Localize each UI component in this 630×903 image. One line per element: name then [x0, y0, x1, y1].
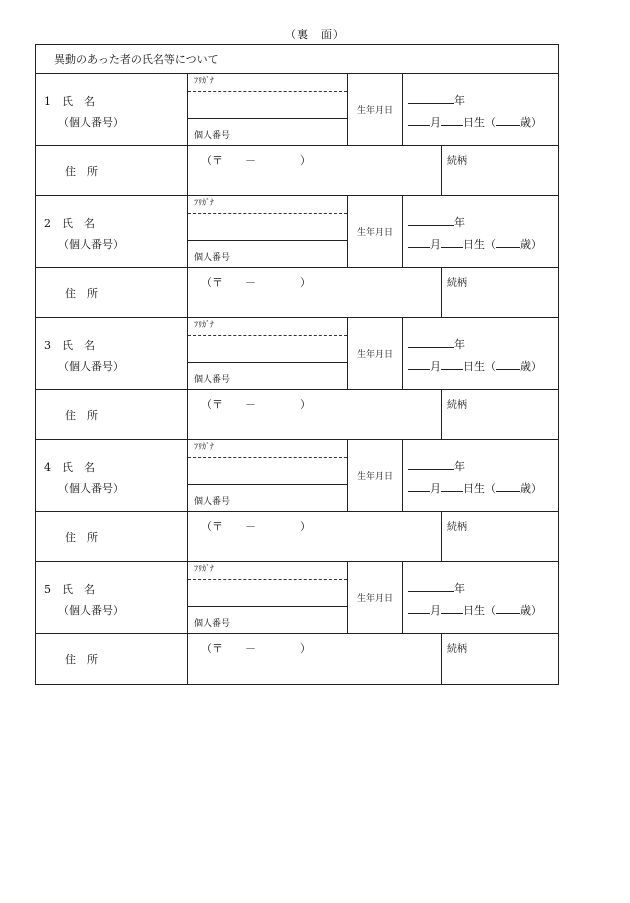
age-blank[interactable] — [496, 480, 520, 492]
person-block — [36, 562, 558, 684]
birth-date-entry-cell[interactable] — [403, 74, 558, 145]
furigana-label: ﾌﾘｶﾞﾅ — [194, 76, 214, 85]
postal-code-label: （〒 － ） — [201, 276, 311, 289]
name-label-cell — [36, 74, 188, 145]
person-block — [36, 196, 558, 318]
name-label: 氏 名 — [62, 95, 95, 108]
age-label: 歳） — [520, 360, 542, 373]
relationship-label: 続柄 — [447, 278, 467, 289]
name-row — [36, 318, 558, 390]
address-entry-cell[interactable] — [188, 268, 442, 317]
change-persons-form — [35, 44, 559, 685]
name-entry-cell[interactable] — [188, 196, 348, 267]
furigana-field[interactable] — [188, 440, 347, 458]
birth-date-label: 生年月日 — [356, 472, 393, 482]
person-number: 5 — [44, 583, 51, 596]
individual-number-paren-label: （個人番号） — [58, 116, 124, 129]
furigana-field[interactable] — [188, 318, 347, 336]
address-row — [36, 390, 558, 440]
month-label: 月 — [430, 238, 441, 251]
day-blank[interactable] — [441, 358, 463, 370]
day-birth-label: 日生（ — [463, 482, 496, 495]
relationship-label: 続柄 — [447, 156, 467, 167]
furigana-label: ﾌﾘｶﾞﾅ — [194, 198, 214, 207]
name-label-cell — [36, 562, 188, 633]
name-row — [36, 196, 558, 268]
form-title: 異動のあった者の氏名等について — [36, 45, 558, 74]
address-entry-cell[interactable] — [188, 634, 442, 684]
name-divider — [188, 240, 347, 241]
month-blank[interactable] — [408, 358, 430, 370]
address-label: 住 所 — [65, 287, 98, 300]
day-birth-label: 日生（ — [463, 604, 496, 617]
relationship-label: 続柄 — [447, 522, 467, 533]
age-blank[interactable] — [496, 236, 520, 248]
birth-date-entry-cell[interactable] — [403, 196, 558, 267]
name-row — [36, 440, 558, 512]
day-blank[interactable] — [441, 114, 463, 126]
age-blank[interactable] — [496, 114, 520, 126]
relationship-cell[interactable] — [442, 634, 558, 684]
relationship-label: 続柄 — [447, 644, 467, 655]
birth-date-entry-cell[interactable] — [403, 440, 558, 511]
name-label: 氏 名 — [62, 339, 95, 352]
day-blank[interactable] — [441, 602, 463, 614]
address-row — [36, 146, 558, 196]
person-block — [36, 440, 558, 562]
furigana-field[interactable] — [188, 562, 347, 580]
name-entry-cell[interactable] — [188, 318, 348, 389]
address-label: 住 所 — [65, 531, 98, 544]
individual-number-label: 個人番号 — [194, 497, 231, 507]
month-label: 月 — [430, 116, 441, 129]
address-label: 住 所 — [65, 409, 98, 422]
birth-date-label: 生年月日 — [356, 106, 393, 116]
day-blank[interactable] — [441, 236, 463, 248]
birth-date-label: 生年月日 — [356, 228, 393, 238]
name-divider — [188, 606, 347, 607]
name-divider — [188, 484, 347, 485]
person-number: 2 — [44, 217, 51, 230]
address-row — [36, 634, 558, 684]
name-divider — [188, 362, 347, 363]
name-label: 氏 名 — [62, 461, 95, 474]
birth-date-label-cell — [348, 440, 403, 511]
name-row — [36, 74, 558, 146]
birth-date-label-cell — [348, 196, 403, 267]
furigana-label: ﾌﾘｶﾞﾅ — [194, 442, 214, 451]
postal-code-label: （〒 － ） — [201, 642, 311, 655]
name-divider — [188, 118, 347, 119]
name-label-cell — [36, 196, 188, 267]
month-label: 月 — [430, 482, 441, 495]
postal-code-label: （〒 － ） — [201, 520, 311, 533]
person-block — [36, 318, 558, 440]
birth-date-entry-cell[interactable] — [403, 318, 558, 389]
page-header: （裏 面） — [285, 28, 345, 41]
address-row — [36, 268, 558, 318]
year-label: 年 — [454, 216, 465, 229]
month-blank[interactable] — [408, 602, 430, 614]
individual-number-label: 個人番号 — [194, 375, 231, 385]
furigana-label: ﾌﾘｶﾞﾅ — [194, 320, 214, 329]
relationship-cell[interactable] — [442, 146, 558, 195]
month-label: 月 — [430, 604, 441, 617]
birth-date-label: 生年月日 — [356, 350, 393, 360]
address-entry-cell[interactable] — [188, 146, 442, 195]
name-row — [36, 562, 558, 634]
year-label: 年 — [454, 582, 465, 595]
name-label: 氏 名 — [62, 583, 95, 596]
individual-number-label: 個人番号 — [194, 619, 231, 629]
individual-number-paren-label: （個人番号） — [58, 482, 124, 495]
month-blank[interactable] — [408, 480, 430, 492]
year-blank[interactable] — [408, 458, 454, 470]
address-label-cell — [36, 268, 188, 317]
birth-date-label-cell — [348, 318, 403, 389]
name-label-cell — [36, 440, 188, 511]
birth-date-label-cell — [348, 562, 403, 633]
name-label-cell — [36, 318, 188, 389]
individual-number-label: 個人番号 — [194, 131, 231, 141]
address-label: 住 所 — [65, 165, 98, 178]
relationship-cell[interactable] — [442, 268, 558, 317]
year-label: 年 — [454, 94, 465, 107]
postal-code-label: （〒 － ） — [201, 398, 311, 411]
day-birth-label: 日生（ — [463, 116, 496, 129]
person-number: 1 — [44, 95, 51, 108]
address-label-cell — [36, 390, 188, 439]
day-blank[interactable] — [441, 480, 463, 492]
furigana-label: ﾌﾘｶﾞﾅ — [194, 564, 214, 573]
birth-date-label: 生年月日 — [356, 594, 393, 604]
person-blocks — [36, 74, 558, 684]
address-entry-cell[interactable] — [188, 390, 442, 439]
age-label: 歳） — [520, 482, 542, 495]
age-label: 歳） — [520, 116, 542, 129]
name-entry-cell[interactable] — [188, 440, 348, 511]
month-label: 月 — [430, 360, 441, 373]
relationship-cell[interactable] — [442, 390, 558, 439]
address-label: 住 所 — [65, 653, 98, 666]
age-blank[interactable] — [496, 602, 520, 614]
month-blank[interactable] — [408, 236, 430, 248]
postal-code-label: （〒 － ） — [201, 154, 311, 167]
birth-date-entry-cell[interactable] — [403, 562, 558, 633]
relationship-cell[interactable] — [442, 512, 558, 561]
month-blank[interactable] — [408, 114, 430, 126]
relationship-label: 続柄 — [447, 400, 467, 411]
furigana-field[interactable] — [188, 196, 347, 214]
person-number: 4 — [44, 461, 51, 474]
person-block — [36, 74, 558, 196]
person-number: 3 — [44, 339, 51, 352]
day-birth-label: 日生（ — [463, 360, 496, 373]
year-label: 年 — [454, 460, 465, 473]
name-entry-cell[interactable] — [188, 74, 348, 145]
address-row — [36, 512, 558, 562]
year-blank[interactable] — [408, 336, 454, 348]
individual-number-label: 個人番号 — [194, 253, 231, 263]
age-label: 歳） — [520, 604, 542, 617]
name-label: 氏 名 — [62, 217, 95, 230]
year-blank[interactable] — [408, 92, 454, 104]
individual-number-paren-label: （個人番号） — [58, 238, 124, 251]
address-entry-cell[interactable] — [188, 512, 442, 561]
address-label-cell — [36, 634, 188, 684]
age-label: 歳） — [520, 238, 542, 251]
age-blank[interactable] — [496, 358, 520, 370]
individual-number-paren-label: （個人番号） — [58, 360, 124, 373]
name-entry-cell[interactable] — [188, 562, 348, 633]
address-label-cell — [36, 146, 188, 195]
year-label: 年 — [454, 338, 465, 351]
birth-date-label-cell — [348, 74, 403, 145]
day-birth-label: 日生（ — [463, 238, 496, 251]
address-label-cell — [36, 512, 188, 561]
furigana-field[interactable] — [188, 74, 347, 92]
year-blank[interactable] — [408, 214, 454, 226]
individual-number-paren-label: （個人番号） — [58, 604, 124, 617]
year-blank[interactable] — [408, 580, 454, 592]
